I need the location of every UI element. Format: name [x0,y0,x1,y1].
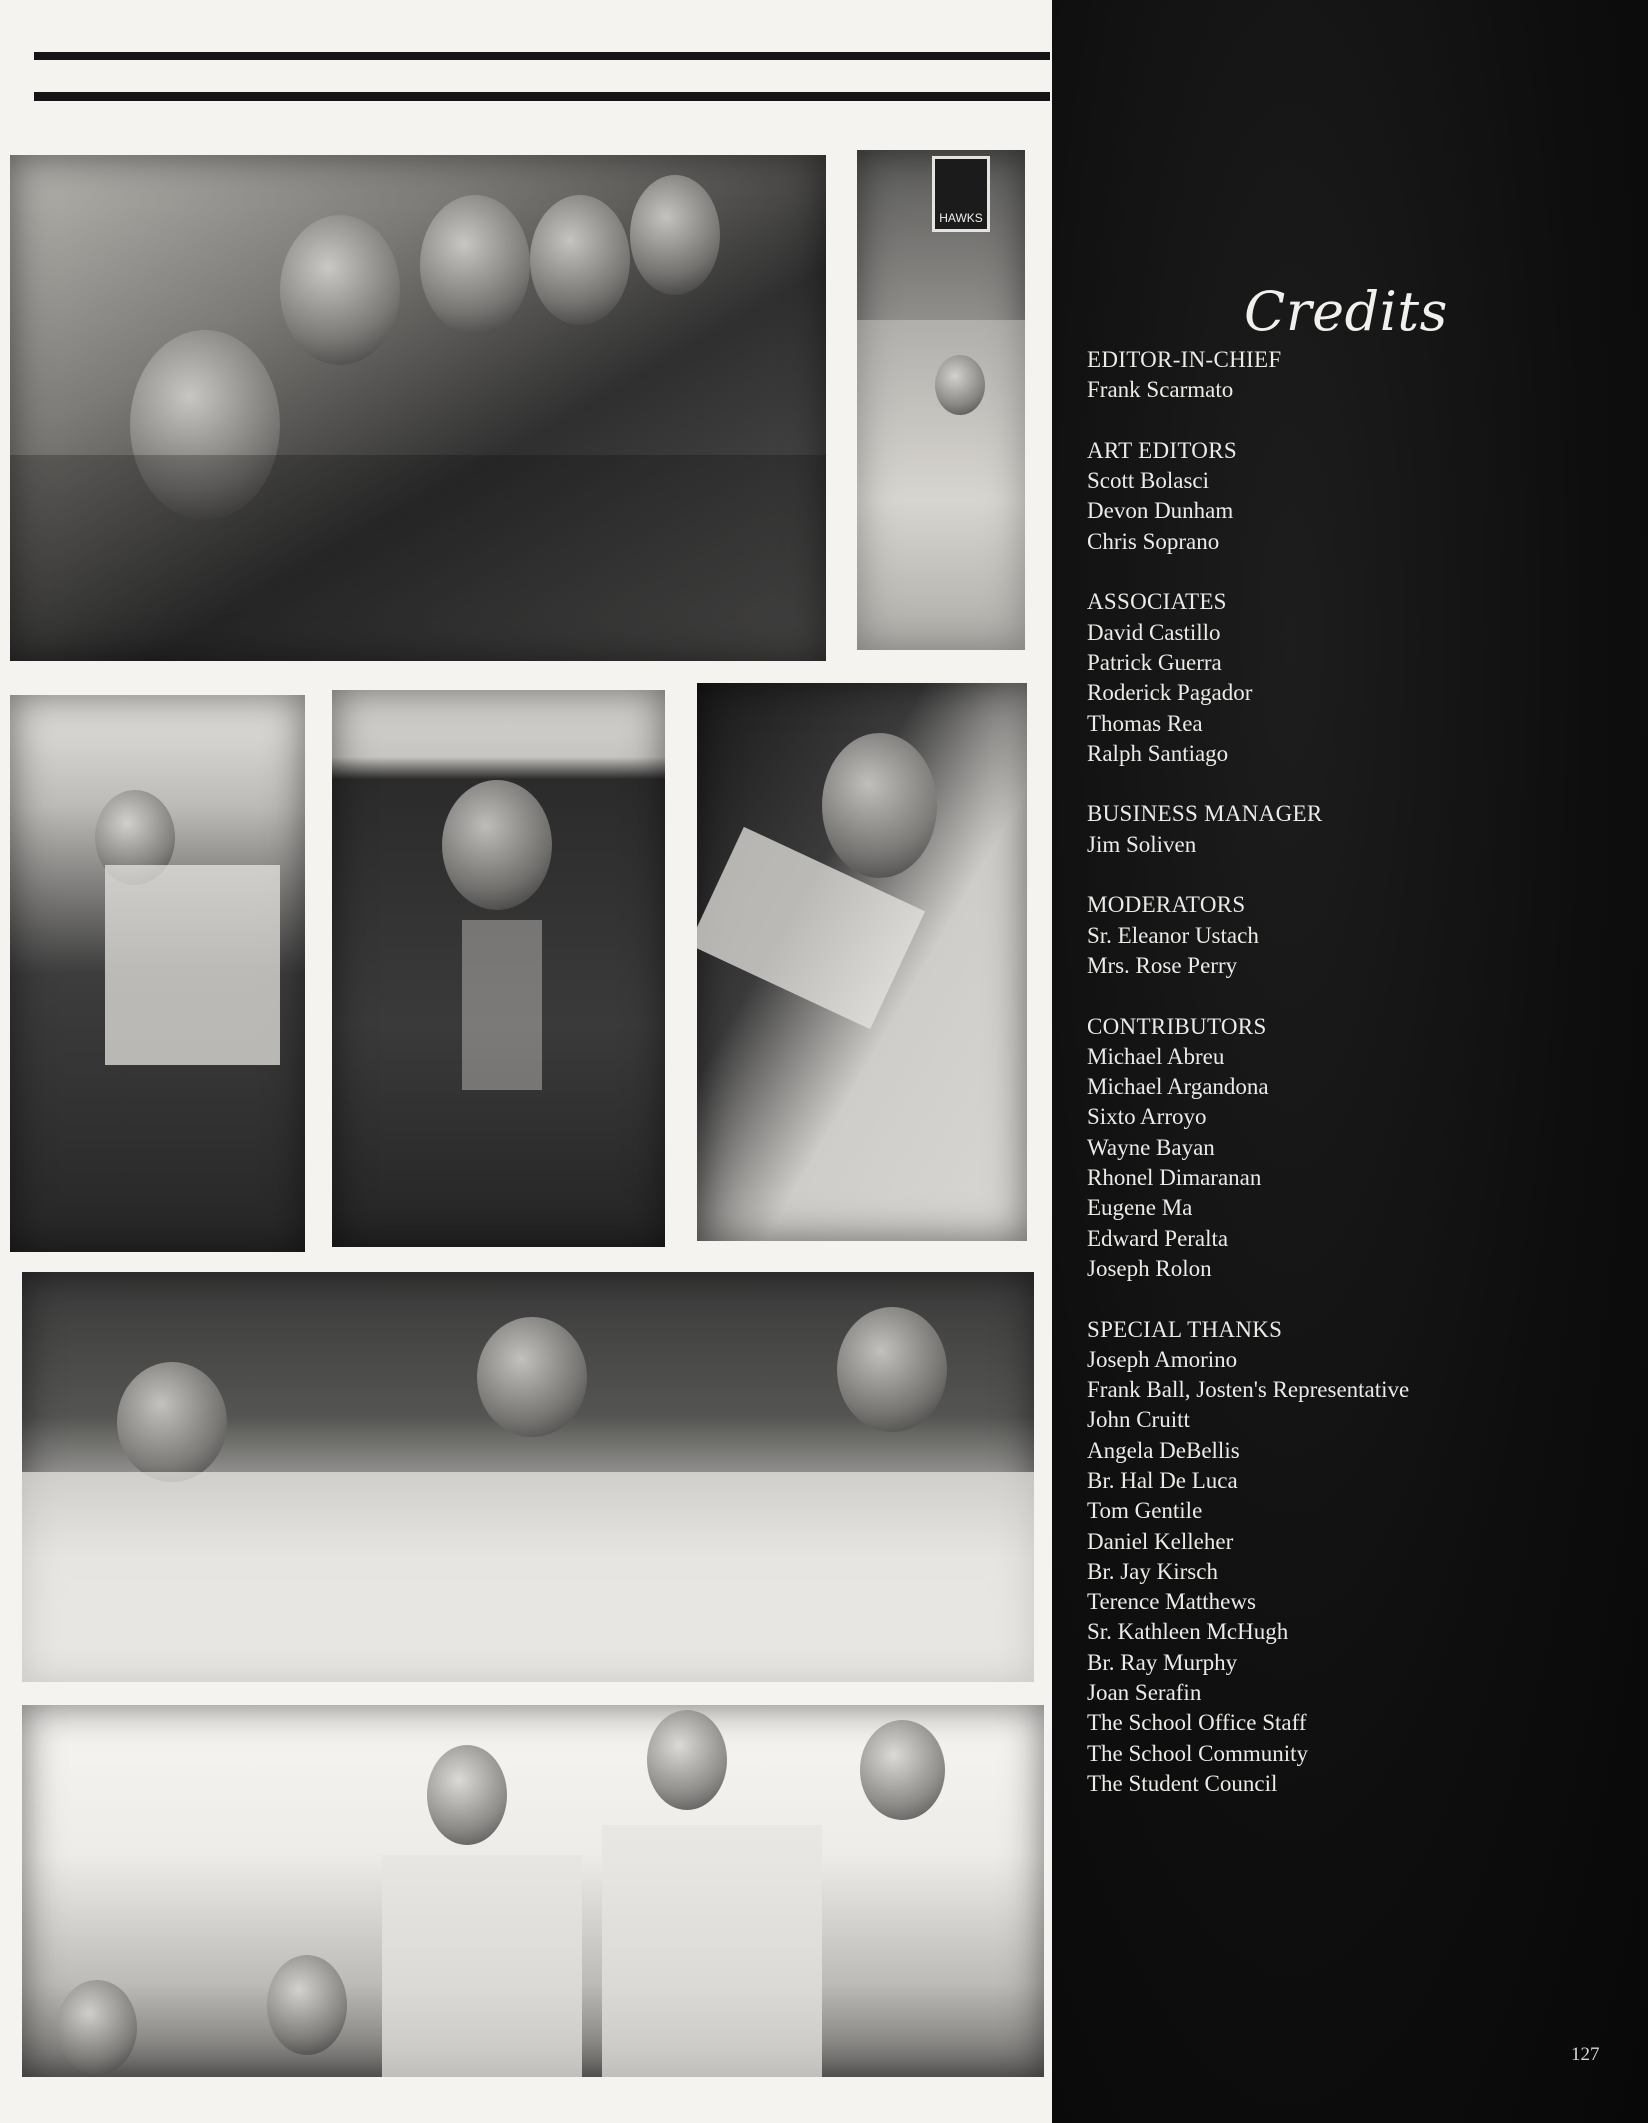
section-heading: BUSINESS MANAGER [1087,801,1323,827]
page-number: 127 [1571,2044,1600,2065]
credit-name: Eugene Ma [1087,1195,1193,1221]
credits-section [1087,436,1607,557]
credit-name: Michael Abreu [1087,1043,1225,1069]
section-heading: ASSOCIATES [1087,589,1227,615]
photo-library-study [22,1272,1034,1682]
page-title: Credits [1244,280,1448,343]
credit-name: Devon Dunham [1087,498,1234,524]
credit-name: Br. Hal De Luca [1087,1467,1238,1493]
credits-section [1087,890,1607,981]
credit-name: Edward Peralta [1087,1225,1229,1251]
credits-list [1087,345,1607,1830]
credits-section [1087,1315,1607,1800]
credit-name: Wayne Bayan [1087,1134,1215,1160]
credit-name: John Cruitt [1087,1407,1190,1433]
section-heading: EDITOR-IN-CHIEF [1087,347,1282,372]
credits-section [1087,345,1607,406]
credit-name: David Castillo [1087,619,1221,645]
credit-name: The School Community [1087,1740,1309,1766]
section-heading: SPECIAL THANKS [1087,1316,1283,1342]
photo-students-outdoors [22,1705,1044,2077]
credit-name: Thomas Rea [1087,710,1203,736]
credit-name: Rhonel Dimaranan [1087,1165,1262,1191]
credit-name: The School Office Staff [1087,1710,1307,1736]
credit-name: Br. Ray Murphy [1087,1649,1238,1675]
credit-name: Br. Jay Kirsch [1087,1558,1218,1584]
credit-name: Terence Matthews [1087,1589,1256,1615]
credit-name: Roderick Pagador [1087,680,1253,706]
credits-section [1087,1012,1607,1285]
credit-name: Sr. Eleanor Ustach [1087,922,1259,948]
credits-section [1087,799,1607,860]
credit-name: Ralph Santiago [1087,740,1229,766]
credit-name: Frank Scarmato [1087,377,1234,403]
credit-name: Scott Bolasci [1087,468,1210,494]
hawks-banner: HAWKS [932,156,990,232]
photo-teacher-crowd [10,695,305,1252]
photo-man-jacket [332,690,665,1247]
credit-name: Chris Soprano [1087,528,1220,554]
credit-name: Joan Serafin [1087,1680,1202,1706]
credit-name: Jim Soliven [1087,831,1197,857]
credit-name: The Student Council [1087,1770,1278,1796]
second-rule [34,92,1050,101]
credit-name: Mrs. Rose Perry [1087,952,1238,978]
photo-student-cast [697,683,1027,1241]
credit-name: Frank Ball, Josten's Representative [1087,1377,1410,1403]
top-rule [34,52,1050,60]
credit-name: Michael Argandona [1087,1074,1269,1100]
credit-name: Patrick Guerra [1087,649,1222,675]
credit-name: Joseph Rolon [1087,1255,1212,1281]
credit-name: Daniel Kelleher [1087,1528,1234,1554]
section-heading: ART EDITORS [1087,437,1237,463]
credit-name: Sr. Kathleen McHugh [1087,1619,1289,1645]
section-heading: MODERATORS [1087,892,1246,918]
credit-name: Tom Gentile [1087,1498,1203,1524]
photo-boardwalk-group [10,155,826,661]
section-heading: CONTRIBUTORS [1087,1013,1267,1039]
credit-name: Sixto Arroyo [1087,1104,1207,1130]
credit-name: Joseph Amorino [1087,1346,1238,1372]
credits-section [1087,587,1607,769]
credit-name: Angela DeBellis [1087,1437,1240,1463]
